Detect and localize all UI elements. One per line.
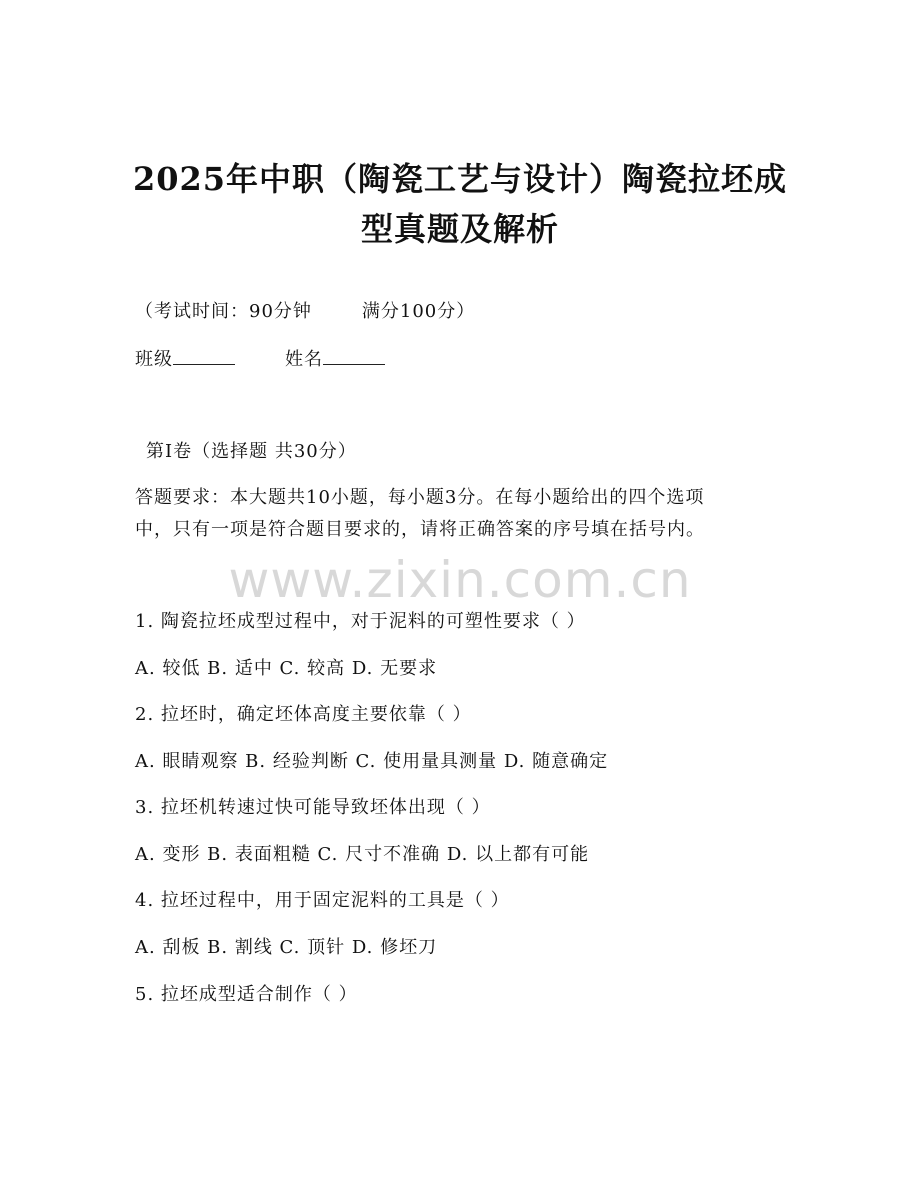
question-1-stem: 1. 陶瓷拉坯成型过程中，对于泥料的可塑性要求（ ） bbox=[135, 611, 586, 632]
question-3-stem: 3. 拉坯机转速过快可能导致坯体出现（ ） bbox=[135, 797, 491, 818]
question-5-stem: 5. 拉坯成型适合制作（ ） bbox=[135, 984, 358, 1005]
watermark: www.zixin.com.cn bbox=[228, 551, 692, 609]
question-2-stem: 2. 拉坯时，确定坯体高度主要依靠（ ） bbox=[135, 704, 472, 725]
full-score: 满分100分） bbox=[361, 301, 476, 322]
instructions-line-2: 中，只有一项是符合题目要求的，请将正确答案的序号填在括号内。 bbox=[135, 519, 705, 540]
question-1-options: A. 较低 B. 适中 C. 较高 D. 无要求 bbox=[135, 658, 438, 679]
document-title-line-1: 2025年中职（陶瓷工艺与设计）陶瓷拉坯成 bbox=[132, 160, 788, 198]
section-title: 第I卷（选择题 共30分） bbox=[146, 441, 357, 462]
document-title-line-2: 型真题及解析 bbox=[360, 210, 559, 248]
name-blank bbox=[323, 346, 385, 365]
question-3-options: A. 变形 B. 表面粗糙 C. 尺寸不准确 D. 以上都有可能 bbox=[135, 844, 590, 865]
exam-info bbox=[135, 298, 475, 326]
class-label: 班级 bbox=[135, 349, 173, 370]
instructions-line-1: 答题要求：本大题共10小题，每小题3分。在每小题给出的四个选项 bbox=[135, 487, 705, 508]
question-4-options: A. 刮板 B. 割线 C. 顶针 D. 修坯刀 bbox=[135, 937, 438, 958]
student-info bbox=[135, 346, 385, 374]
question-2-options: A. 眼睛观察 B. 经验判断 C. 使用量具测量 D. 随意确定 bbox=[135, 751, 609, 772]
exam-time: （考试时间：90分钟 bbox=[135, 301, 312, 322]
question-4-stem: 4. 拉坯过程中，用于固定泥料的工具是（ ） bbox=[135, 890, 510, 911]
class-blank bbox=[173, 346, 235, 365]
name-label: 姓名 bbox=[285, 349, 323, 370]
